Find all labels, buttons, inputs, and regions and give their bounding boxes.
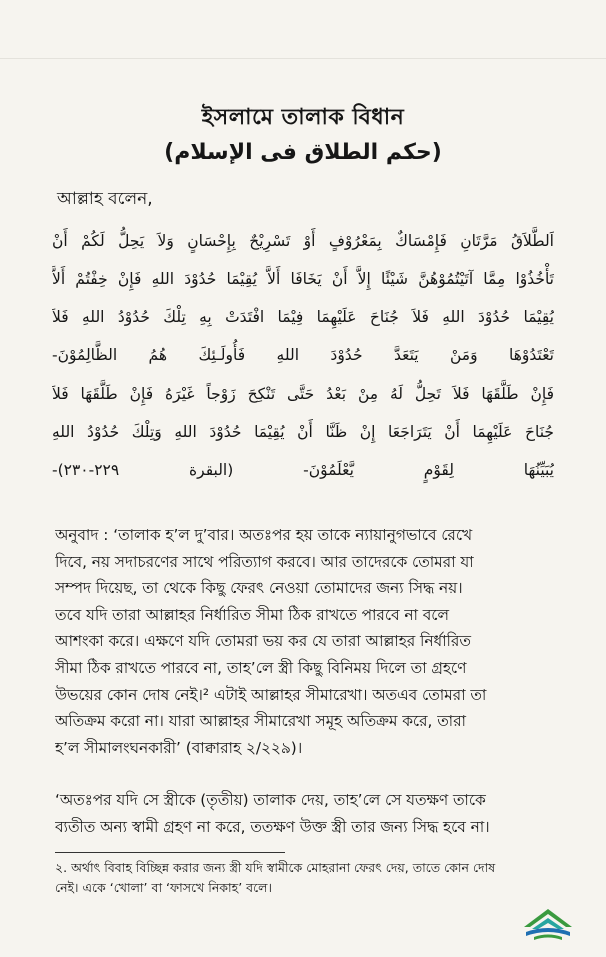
footnote [55, 858, 555, 898]
translation-paragraph [55, 522, 555, 761]
footnote-divider [55, 852, 285, 853]
arabic-line: فَإِنْ طَلَّقَهَا فَلاَ تَحِلُّ لَهُ مِنْ بَعْدُ حَتَّى تَنْكِحَ زَوْجاً غَيْرَهُ فَإِنْ طَلَّقَهَا فَلاَ [52, 385, 554, 403]
paragraph-line: ‘অতঃপর যদি সে স্ত্রীকে (তৃতীয়) তালাক দেয়, তাহ’লে সে যতক্ষণ তাকে [55, 791, 486, 809]
translation-line: অতিক্রম করো না। যারা আল্লাহর সীমারেখা সমূহ অতিক্রম করে, তারা [55, 712, 466, 731]
translation-line: হ’ল সীমালংঘনকারী’ (বাক্বারাহ ২/২২৯)। [55, 738, 303, 757]
intro-text: আল্লাহ বলেন, [57, 189, 153, 209]
translation-line: সম্পদ দিয়েছ, তা থেকে কিছু ফেরৎ নেওয়া তোমাদের জন্য সিদ্ধ নয়। [55, 579, 463, 598]
translation-line: উভয়ের কোন দোষ নেই।² এটাই আল্লাহর সীমারেখা। অতএব তোমরা তা [55, 685, 487, 704]
translation-line: তবে যদি তারা আল্লাহর নির্ধারিত সীমা ঠিক রাখতে পারবে না বলে [55, 605, 449, 624]
arabic-verse-1 [52, 222, 554, 374]
translation-line: দিবে, নয় সদাচরণের সাথে পরিত্যাগ করবে। আর তাদেরকে তোমরা যা [55, 552, 474, 571]
translation-line: অনুবাদ : ‘তালাক হ’ল দু’বার। অতঃপর হয় তাকে ন্যায়ানুগভাবে রেখে [55, 526, 473, 544]
translation-line: সীমা ঠিক রাখতে পারবে না, তাহ’লে স্ত্রী কিছু বিনিময় দিলে তা গ্রহণে [55, 658, 467, 677]
second-paragraph [55, 787, 555, 841]
page-subtitle-arabic: (حكم الطلاق فى الإسلام) [164, 140, 442, 165]
arabic-line: تَأْخُذُوْا مِمَّا آتَيْتُمُوْهُنَّ شَيْئًا إِلاَّ أَنْ يَخَافَا أَلاَّ يُقِيْمَا حُدُوْدَ اللهِ فَإِنْ خِفْتُمْ أَلاَّ [52, 270, 554, 288]
arabic-verse-2 [52, 375, 554, 489]
publisher-logo-icon [520, 905, 576, 941]
footnote-line: নেই। একে ‘খোলা’ বা ‘ফাসখে নিকাহ’ বলে। [55, 880, 272, 895]
arabic-line: جُنَاحَ عَلَيْهِمَا أَنْ يَتَرَاجَعَا إِنْ ظَنَّا أَنْ يُقِيْمَا حُدُوْدَ اللهِ وَتِلْكَ حُدُوْدُ اللهِ [52, 423, 554, 441]
footnote-line: ২. অর্থাৎ বিবাহ বিচ্ছিন্ন করার জন্য স্ত্রী যদি স্বামীকে মোহরানা ফেরৎ দেয়, তাতে কোন দোষ [55, 860, 496, 875]
paragraph-line: ব্যতীত অন্য স্বামী গ্রহণ না করে, ততক্ষণ উক্ত স্ত্রী তার জন্য সিদ্ধ হবে না। [55, 818, 490, 836]
arabic-line: تَعْتَدُوْهَا وَمَنْ يَتَعَدَّ حُدُوْدَ اللهِ فَأُولَـئِكَ هُمُ الظَّالِمُوْنَ- [52, 346, 554, 364]
arabic-line: يُقِيْمَا حُدُوْدَ اللهِ فَلاَ جُنَاحَ عَلَيْهِمَا فِيْمَا افْتَدَتْ بِهِ تِلْكَ حُدُوْدُ اللهِ فَلاَ [52, 308, 554, 326]
arabic-line: يُبَيِّنُهَا لِقَوْمٍ يَّعْلَمُوْنَ- (البقرة ٢٢٩-٢٣٠)- [52, 461, 554, 479]
translation-line: আশংকা করে। এক্ষণে যদি তোমরা ভয় কর যে তারা আল্লাহর নির্ধারিত [55, 632, 471, 651]
bleed-through-band [0, 58, 606, 77]
arabic-line: اَلطَّلاَقُ مَرَّتَانِ فَإِمْسَاكٌ بِمَعْرُوْفٍ أَوْ تَسْرِيْحٌ بِإِحْسَانٍ وَلاَ يَحِلُّ لَكُمْ أَنْ [52, 232, 554, 250]
page-title: ইসলামে তালাক বিধান [201, 105, 405, 130]
